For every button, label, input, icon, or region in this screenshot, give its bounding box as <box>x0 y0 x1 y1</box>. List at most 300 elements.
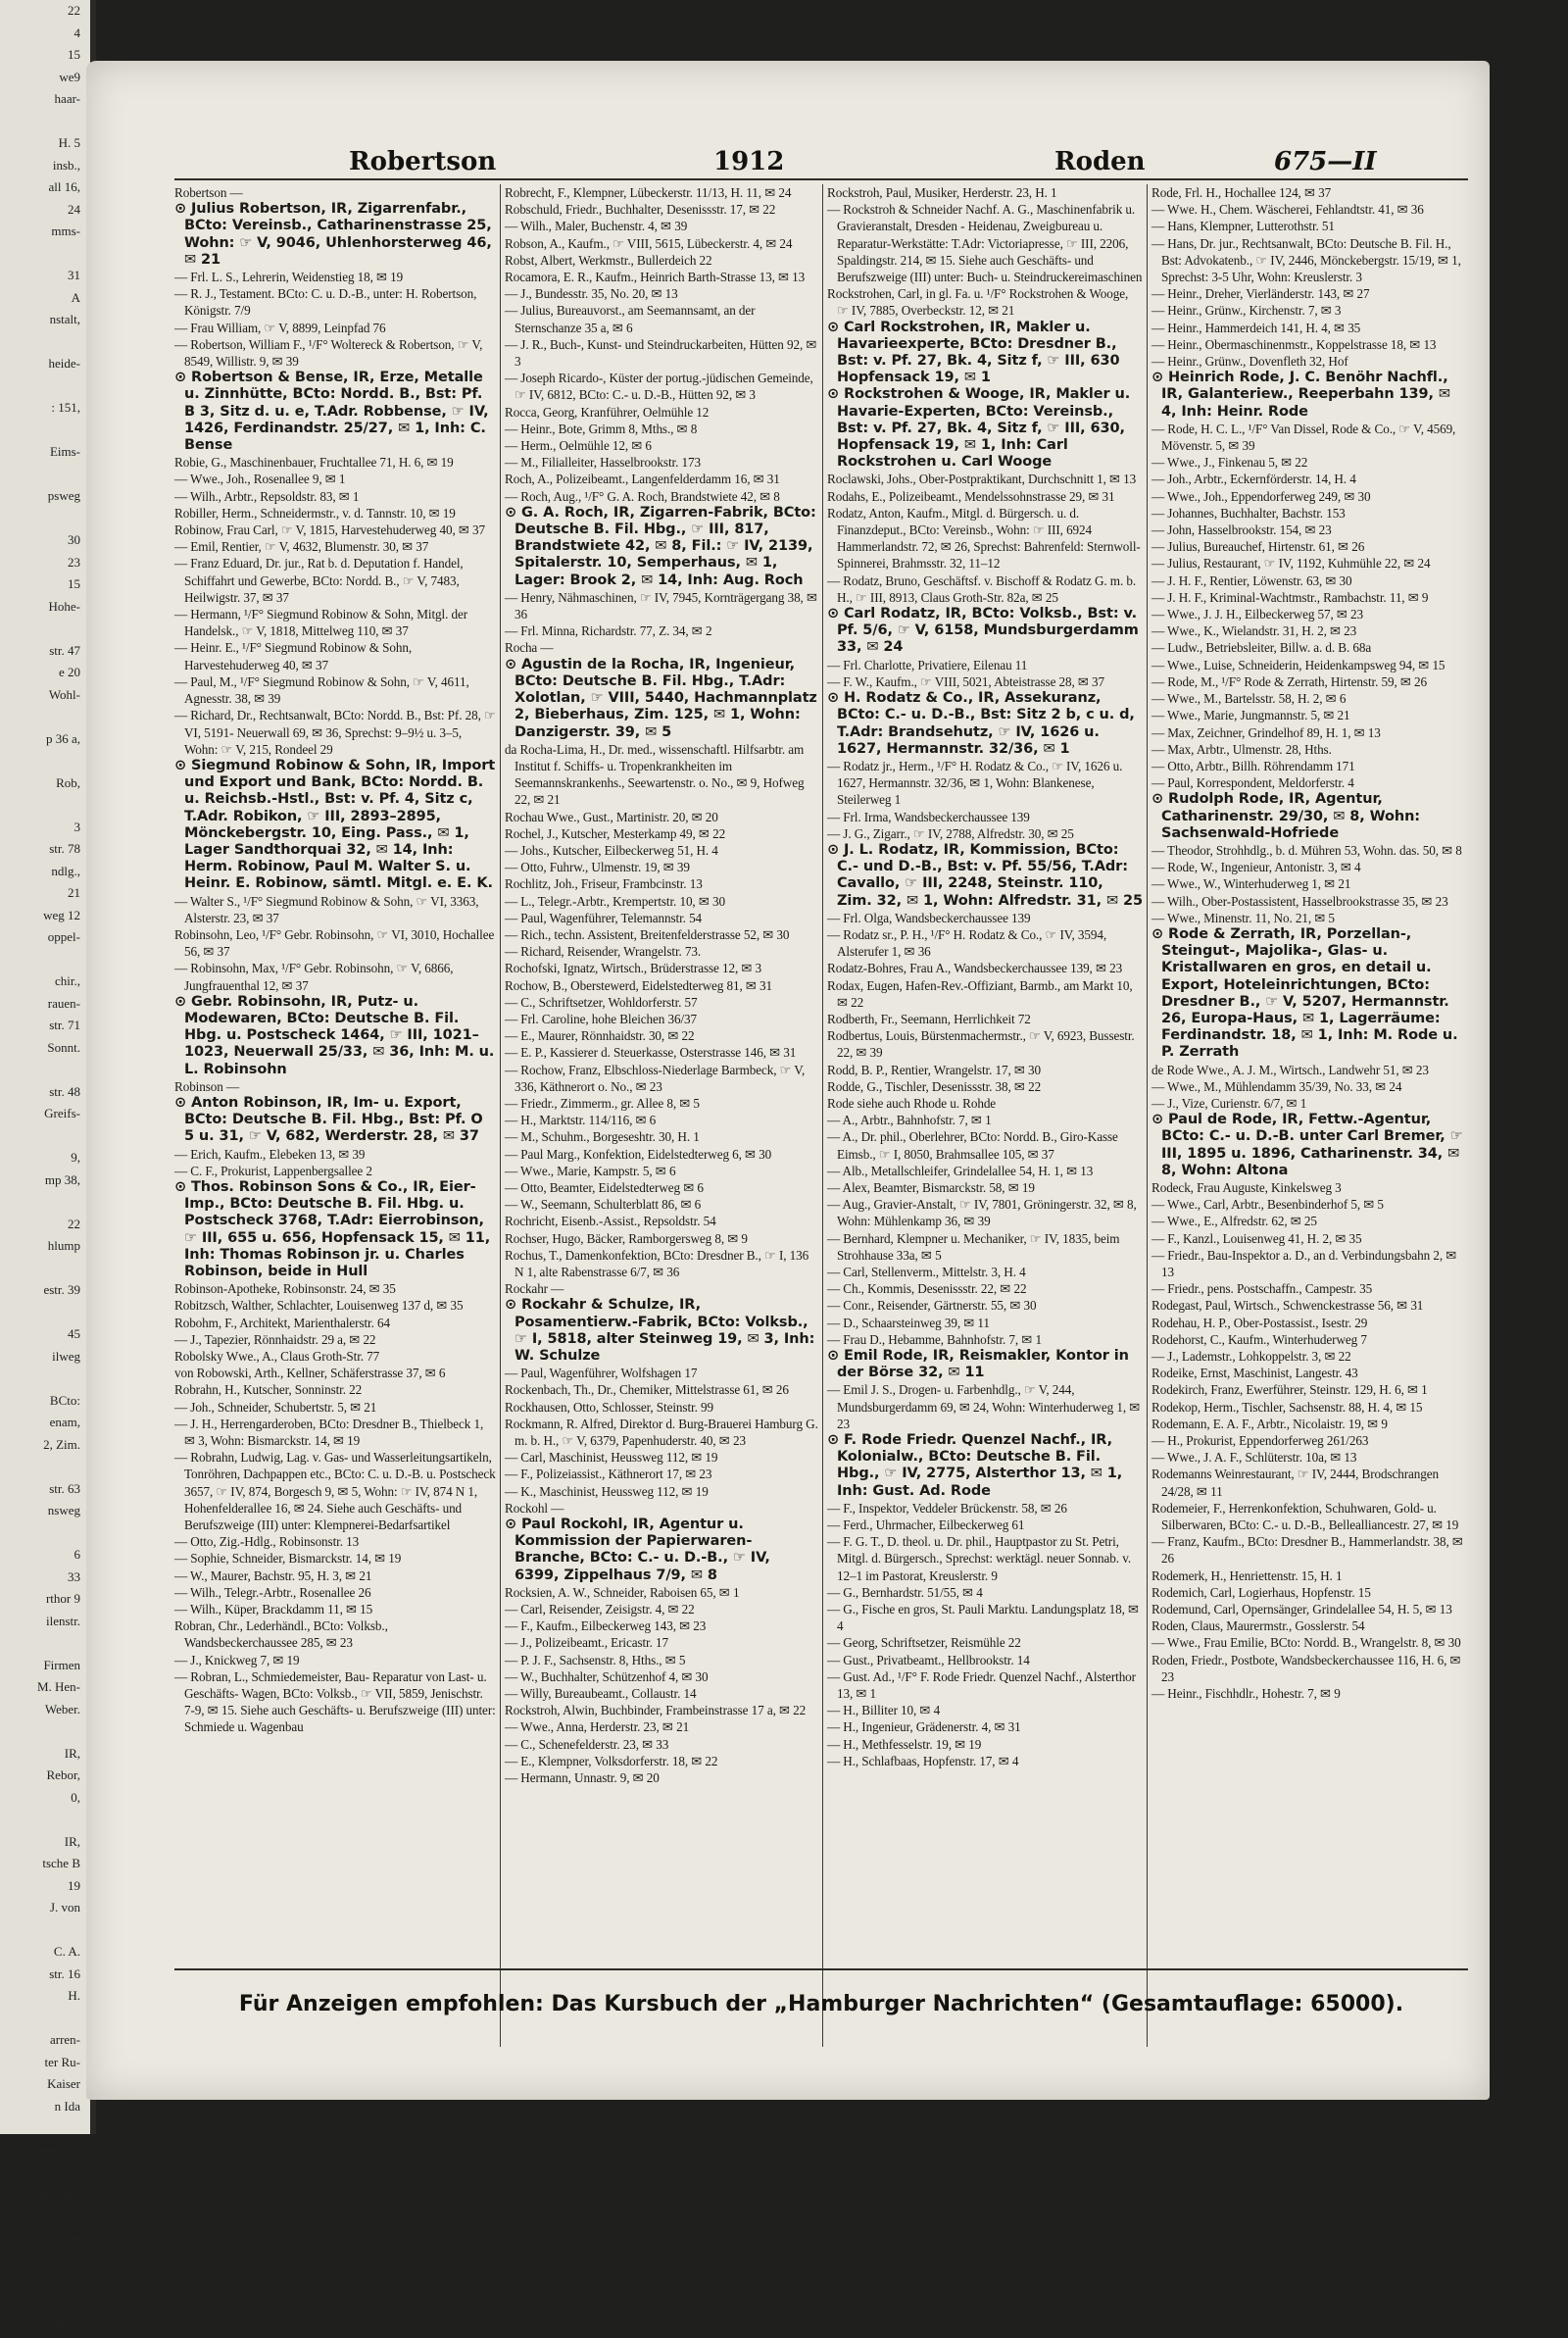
directory-entry: — Theodor, Strohhdlg., b. d. Mühren 53, Wohn. das. 50, ✉ 8 <box>1152 842 1470 859</box>
page-fragment <box>0 750 90 772</box>
page-fragment: becker- <box>0 2184 90 2207</box>
page-fragment: Rob, <box>0 772 90 795</box>
directory-entry: Robran, Chr., Lederhändl., BCto: Volksb., Wandsbeckerchaussee 285, ✉ 23 <box>174 1617 496 1651</box>
page-fragment <box>0 331 90 354</box>
directory-entry: ⊙ Carl Rodatz, IR, BCto: Volksb., Bst: v. Pf. 5/6, ☞ V, 6158, Mundsburgerdamm 33, ✉ 24 <box>827 606 1143 657</box>
directory-entry: — F. W., Kaufm., ☞ VIII, 5021, Abteistrasse 28, ✉ 37 <box>827 673 1143 690</box>
page-fragment: : 151, <box>0 397 90 420</box>
directory-entry: ⊙ Paul de Rode, IR, Fettw.-Agentur, BCto: C.- u. D.-B. unter Carl Bremer, ☞ III, 1895 u. 1896, Catharinenstr. 34, ✉ 8, Wohn: Altona <box>1152 1112 1470 1179</box>
directory-entry: — Wwe., Joh., Eppendorferweg 249, ✉ 30 <box>1152 488 1470 505</box>
directory-entry: — Frl. Charlotte, Privatiere, Eilenau 11 <box>827 657 1143 673</box>
page-fragment: ne <box>0 2228 90 2251</box>
directory-entry: — J., Bundesstr. 35, No. 20, ✉ 13 <box>505 285 818 302</box>
directory-entry: Rodatz, Anton, Kaufm., Mitgl. d. Bürgersch. u. d. Finanzdeput., BCto: Vereinsb., Wohn: ☞ III, 6924 Hammerlandstr. 72, ✉ 26, Sprechst: Bahrenfeld: Sternwoll-Spinnerei, Brahmsstr. 32, 11–12 <box>827 505 1143 572</box>
directory-entry: de Rode Wwe., A. J. M., Wirtsch., Landwehr 51, ✉ 23 <box>1152 1062 1470 1078</box>
header-year: 1912 <box>713 147 784 176</box>
directory-entry: — Frl. Minna, Richardstr. 77, Z. 34, ✉ 2 <box>505 622 818 639</box>
directory-entry: — Wwe., Frau Emilie, BCto: Nordd. B., Wrangelstr. 8, ✉ 30 <box>1152 1634 1470 1651</box>
page-fragment: hlump <box>0 1235 90 1258</box>
directory-entry: — Paul, Wagenführer, Wolfshagen 17 <box>505 1365 818 1381</box>
page-fragment: str. 47 <box>0 640 90 663</box>
directory-entry: Roden, Claus, Maurermstr., Gosslerstr. 54 <box>1152 1617 1470 1634</box>
directory-entry: Robinson — <box>174 1078 496 1095</box>
directory-entry: — Wwe., K., Wielandstr. 31, H. 2, ✉ 23 <box>1152 622 1470 639</box>
directory-entry: — Friedr., Zimmerm., gr. Allee 8, ✉ 5 <box>505 1095 818 1112</box>
directory-entry: — Frau D., Hebamme, Bahnhofstr. 7, ✉ 1 <box>827 1331 1143 1348</box>
page-fragment: Firmen <box>0 1655 90 1677</box>
page-fragment <box>0 1919 90 1942</box>
directory-entry: Robschuld, Friedr., Buchhalter, Desenissstr. 17, ✉ 22 <box>505 201 818 218</box>
directory-entry: Rodekirch, Franz, Ewerführer, Steinstr. 129, H. 6, ✉ 1 <box>1152 1381 1470 1398</box>
directory-entry: — A., Dr. phil., Oberlehrer, BCto: Nordd. B., Giro-Kasse Eimsb., ☞ I, 8050, Brahmsallee 105, ✉ 37 <box>827 1128 1143 1162</box>
directory-entry: Rocamora, E. R., Kaufm., Heinrich Barth-Strasse 13, ✉ 13 <box>505 269 818 285</box>
directory-entry: Robrecht, F., Klempner, Lübeckerstr. 11/13, H. 11, ✉ 24 <box>505 184 818 201</box>
directory-entry: — Wwe., Carl, Arbtr., Besenbinderhof 5, ✉ 5 <box>1152 1196 1470 1213</box>
directory-entry: ⊙ Paul Rockohl, IR, Agentur u. Kommission der Papierwaren-Branche, BCto: C.- u. D.-B., ☞ IV, 6399, Zippelhaus 7/9, ✉ 8 <box>505 1517 818 1584</box>
page-fragment <box>0 508 90 530</box>
directory-entry: Robinson-Apotheke, Robinsonstr. 24, ✉ 35 <box>174 1280 496 1297</box>
page-fragment <box>0 243 90 266</box>
directory-entry: — F., Kanzl., Louisenweg 41, H. 2, ✉ 35 <box>1152 1230 1470 1247</box>
page-fragment: str. 78 <box>0 838 90 861</box>
directory-entry: Robinow, Frau Carl, ☞ V, 1815, Harvestehuderweg 40, ✉ 37 <box>174 522 496 538</box>
page-fragment: mp 38, <box>0 1169 90 1192</box>
page-fragment <box>0 2162 90 2184</box>
directory-entry: — Julius, Bureauchef, Hirtenstr. 61, ✉ 26 <box>1152 538 1470 555</box>
adjacent-page-fragments <box>0 0 90 2338</box>
directory-entry: — H., Ingenieur, Grädenerstr. 4, ✉ 31 <box>827 1718 1143 1735</box>
page-fragment: e 20 <box>0 662 90 684</box>
directory-entry: Rodemeier, F., Herrenkonfektion, Schuhwaren, Gold- u. Silberwaren, BCto: C.- u. D.-B., Bellealliancestr. 27, ✉ 19 <box>1152 1500 1470 1533</box>
directory-entry: Rochser, Hugo, Bäcker, Ramborgersweg 8, ✉ 9 <box>505 1230 818 1247</box>
directory-entry: — John, Hasselbrookstr. 154, ✉ 23 <box>1152 522 1470 538</box>
directory-entry: — J., Knickweg 7, ✉ 19 <box>174 1652 496 1668</box>
directory-entry: — Wilh., Arbtr., Repsoldstr. 83, ✉ 1 <box>174 488 496 505</box>
directory-entry: — F., Inspektor, Veddeler Brückenstr. 58, ✉ 26 <box>827 1500 1143 1517</box>
directory-entry: Rodde, G., Tischler, Desenissstr. 38, ✉ 22 <box>827 1078 1143 1095</box>
page-fragment: IR, <box>0 1831 90 1854</box>
directory-entry: — L., Telegr.-Arbtr., Krempertstr. 10, ✉ 30 <box>505 893 818 910</box>
directory-entry: — F. G. T., D. theol. u. Dr. phil., Hauptpastor zu St. Petri, Mitgl. d. Bürgersch., Sprechst: werktägl. neuer Sonnab. v. 12–1 im Pastorat, Kreuslerstr. 9 <box>827 1533 1143 1584</box>
directory-entry: Rodemund, Carl, Opernsänger, Grindelallee 54, H. 5, ✉ 13 <box>1152 1601 1470 1617</box>
page-fragment <box>0 1125 90 1148</box>
directory-entry: — D., Schaarsteinweg 39, ✉ 11 <box>827 1315 1143 1331</box>
directory-entry: — Frl. Irma, Wandsbeckerchaussee 139 <box>827 809 1143 825</box>
directory-entry: — Max, Arbtr., Ulmenstr. 28, Hths. <box>1152 741 1470 758</box>
directory-entry: — Hermann, Unnastr. 9, ✉ 20 <box>505 1769 818 1786</box>
directory-entry: ⊙ Thos. Robinson Sons & Co., IR, Eier-Imp., BCto: Deutsche B. Fil. Hbg. u. Postscheck 3768, T.Adr: Eierrobinson, ☞ III, 655 u. 656, Hopfensack 15, ✉ 11, Inh: Thomas Robinson jr. u. Charles Robinson, beide in Hull <box>174 1179 496 1280</box>
directory-entry: — Rodatz jr., Herm., ¹/F° H. Rodatz & Co., ☞ IV, 1626 u. 1627, Hermannstr. 32/36, ✉ 1, Wohn: Blankenese, Steilerweg 1 <box>827 758 1143 809</box>
directory-entry: — Frau William, ☞ V, 8899, Leinpfad 76 <box>174 320 496 336</box>
directory-entry: — Georg, Schriftsetzer, Reismühle 22 <box>827 1634 1143 1651</box>
directory-entry: — Joseph Ricardo-, Küster der portug.-jüdischen Gemeinde, ☞ IV, 6812, BCto: C.- u. D.-B., Hütten 92, ✉ 3 <box>505 370 818 403</box>
directory-entry: — Franz Eduard, Dr. jur., Rat b. d. Deputation f. Handel, Schiffahrt und Gewerbe, BCto: Nordd. B., ☞ V, 7483, Heilwigstr. 37, ✉ 37 <box>174 555 496 606</box>
directory-entry: — Johs., Kutscher, Eilbeckerweg 51, H. 4 <box>505 842 818 859</box>
directory-entry: Robiller, Herm., Schneidermstr., v. d. Tannstr. 10, ✉ 19 <box>174 505 496 522</box>
page-fragment <box>0 1191 90 1214</box>
directory-entry: Rockhausen, Otto, Schlosser, Steinstr. 99 <box>505 1399 818 1416</box>
directory-entry: — Carl, Reisender, Zeisigstr. 4, ✉ 22 <box>505 1601 818 1617</box>
directory-entry: Rodd, B. P., Rentier, Wrangelstr. 17, ✉ 30 <box>827 1062 1143 1078</box>
page-fragment: 45 <box>0 1323 90 1346</box>
directory-entry: — Willy, Bureaubeamt., Collaustr. 14 <box>505 1685 818 1702</box>
advertisement-footer: Für Anzeigen empfohlen: Das Kursbuch der „Hamburger Nachrichten“ (Gesamtauflage: 65000). <box>174 1992 1468 2031</box>
directory-entry: Rochow, B., Oberstewerd, Eidelstedterweg 81, ✉ 31 <box>505 977 818 994</box>
page-fragment <box>0 1720 90 1743</box>
directory-entry: Rode, Frl. H., Hochallee 124, ✉ 37 <box>1152 184 1470 201</box>
directory-entry: ⊙ Heinrich Rode, J. C. Benöhr Nachfl., IR, Galanteriew., Reeperbahn 139, ✉ 4, Inh: Heinr. Rode <box>1152 370 1470 421</box>
directory-entry: Roden, Friedr., Postbote, Wandsbeckerchaussee 116, H. 6, ✉ 23 <box>1152 1652 1470 1685</box>
directory-entry: — W., Maurer, Bachstr. 95, H. 3, ✉ 21 <box>174 1567 496 1584</box>
column-divider <box>1147 184 1148 2047</box>
directory-entry: — J., Tapezier, Rönnhaidstr. 29 a, ✉ 22 <box>174 1331 496 1348</box>
page-fragment <box>0 1059 90 1081</box>
directory-entry: — Wwe., W., Winterhuderweg 1, ✉ 21 <box>1152 875 1470 892</box>
page-fragment <box>0 1368 90 1390</box>
column-1 <box>174 184 496 2047</box>
directory-entry: — Emil, Rentier, ☞ V, 4632, Blumenstr. 30, ✉ 37 <box>174 538 496 555</box>
page-fragment: Hohe- <box>0 596 90 619</box>
directory-entry: — Otto, Arbtr., Billh. Röhrendamm 171 <box>1152 758 1470 774</box>
directory-page <box>86 61 1490 2100</box>
page-fragment: n Ida <box>0 2096 90 2118</box>
page-fragment: str. 63 <box>0 1478 90 1501</box>
directory-entry: Rockmann, R. Alfred, Direktor d. Burg-Brauerei Hamburg G. m. b. H., ☞ V, 6379, Papenhuderstr. 40, ✉ 23 <box>505 1416 818 1449</box>
page-fragment: heide- <box>0 353 90 375</box>
footer-rule <box>174 1968 1468 1970</box>
column-divider <box>500 184 501 2047</box>
directory-entry: — Wwe., M., Mühlendamm 35/39, No. 33, ✉ 24 <box>1152 1078 1470 1095</box>
directory-entry: Rodehau, H. P., Ober-Postassist., Isestr. 29 <box>1152 1315 1470 1331</box>
directory-entry: Rockenbach, Th., Dr., Chemiker, Mittelstrasse 61, ✉ 26 <box>505 1381 818 1398</box>
directory-entry: — Friedr., pens. Postschaffn., Campestr. 35 <box>1152 1280 1470 1297</box>
directory-entry: Rochus, T., Damenkonfektion, BCto: Dresdner B., ☞ I, 136 N 1, alte Rabenstrasse 6/7, ✉ 36 <box>505 1247 818 1280</box>
column-divider <box>822 184 823 2047</box>
directory-entry: — Erich, Kaufm., Elebeken 13, ✉ 39 <box>174 1146 496 1163</box>
directory-entry: Robolsky Wwe., A., Claus Groth-Str. 77 <box>174 1348 496 1365</box>
page-fragment: H. <box>0 1985 90 2008</box>
directory-entry: Robitzsch, Walther, Schlachter, Louisenweg 137 d, ✉ 35 <box>174 1297 496 1314</box>
directory-entry: — H., Billiter 10, ✉ 4 <box>827 1702 1143 1718</box>
directory-entry: ⊙ Agustin de la Rocha, IR, Ingenieur, BCto: Deutsche B. Fil. Hbg., T.Adr: Xolotlan, ☞ VIII, 5440, Hachmannplatz 2, Bieberhaus, Zim. 125, ✉ 1, Wohn: Danzigerstr. 39, ✉ 5 <box>505 657 818 741</box>
directory-entry: — Julius, Bureauvorst., am Seemannsamt, an der Sternschanze 35 a, ✉ 6 <box>505 302 818 335</box>
directory-entry: Rockahr — <box>505 1280 818 1297</box>
page-fragment: ilenstr. <box>0 1611 90 1633</box>
directory-entry: — Paul Marg., Konfektion, Eidelstedterweg 6, ✉ 30 <box>505 1146 818 1163</box>
directory-entry: Rochau Wwe., Gust., Martinistr. 20, ✉ 20 <box>505 809 818 825</box>
directory-entry: — Emil J. S., Drogen- u. Farbenhdlg., ☞ V, 244, Mundsburgerdamm 69, ✉ 24, Wohn: Winterhuderweg 1, ✉ 23 <box>827 1381 1143 1432</box>
directory-entry: — C., Schenefelderstr. 23, ✉ 33 <box>505 1736 818 1753</box>
directory-entry: Rodekop, Herm., Tischler, Sachsenstr. 88, H. 4, ✉ 15 <box>1152 1399 1470 1416</box>
page-fragment: insb., <box>0 155 90 177</box>
page-fragment: M. Hen- <box>0 1676 90 1699</box>
directory-entry: — Heinr., Dreher, Vierländerstr. 143, ✉ 27 <box>1152 285 1470 302</box>
directory-entry: ⊙ Siegmund Robinow & Sohn, IR, Import und Export und Bank, BCto: Nordd. B. u. Reichsb.-Hstl., Bst: v. Pf. 4, Sitz c, T.Adr. Robikon, ☞ III, 2893–2895, Mönckebergstr. 10, Eing. Pass., ✉ 1, Lager Sandthorquai 32, ✉ 14, Inh: Herm. Robinow, Paul M. Walter S. u. Heinr. E. Robinow, sämtl. Mitgl. e. E. K. <box>174 758 496 893</box>
directory-entry: — Frl. Caroline, hohe Bleichen 36/37 <box>505 1011 818 1027</box>
page-fragment: 22 <box>0 1214 90 1236</box>
directory-entry: — Rockstroh & Schneider Nachf. A. G., Maschinenfabrik u. Gravieranstalt, Dresden - Heidenau, Zweigbureau u. Reparatur-Werkstätte: T.Adr: Victoriapresse, ☞ III, 2206, Spaldingstr. 214, ✉ 15. Siehe auch Geschäfts- und Berufszweige (III) unter: Buch- u. Steindruckereimaschinen <box>827 201 1143 285</box>
directory-entry: — E., Maurer, Rönnhaidstr. 30, ✉ 22 <box>505 1027 818 1044</box>
directory-entry: — F., Kaufm., Eilbeckerweg 143, ✉ 23 <box>505 1617 818 1634</box>
directory-entry: Robrahn, H., Kutscher, Sonninstr. 22 <box>174 1381 496 1398</box>
page-fragment: 3 <box>0 817 90 839</box>
directory-entry: — Heinr., Hammerdeich 141, H. 4, ✉ 35 <box>1152 320 1470 336</box>
directory-entry: — H., Prokurist, Eppendorferweg 261/263 <box>1152 1432 1470 1449</box>
page-fragment: rthor 9 <box>0 1588 90 1611</box>
directory-entry: Robohm, F., Architekt, Marienthalerstr. 64 <box>174 1315 496 1331</box>
directory-entry: Rocca, Georg, Kranführer, Oelmühle 12 <box>505 404 818 421</box>
page-fragment <box>0 2117 90 2140</box>
page-fragment: mms- <box>0 221 90 243</box>
page-fragment: ilweg <box>0 1346 90 1368</box>
directory-entry: — Walter S., ¹/F° Siegmund Robinow & Sohn, ☞ VI, 3363, Alsterstr. 23, ✉ 37 <box>174 893 496 926</box>
directory-entry: ⊙ J. L. Rodatz, IR, Kommission, BCto: C.- und D.-B., Bst: v. Pf. 55/56, T.Adr: Cavallo, ☞ III, 2248, Steinstr. 110, Zim. 32, ✉ 1, Wohn: Alfredstr. 31, ✉ 25 <box>827 842 1143 910</box>
directory-entry: — J., Lademstr., Lohkoppelstr. 3, ✉ 22 <box>1152 1348 1470 1365</box>
page-fragment: nsweg <box>0 1500 90 1522</box>
directory-entry: Rodemanns Weinrestaurant, ☞ IV, 2444, Brodschrangen 24/28, ✉ 11 <box>1152 1466 1470 1499</box>
page-fragment: psweg <box>0 485 90 508</box>
directory-entry: — Rich., techn. Assistent, Breitenfelderstrasse 52, ✉ 30 <box>505 926 818 943</box>
directory-entry: — M., Schuhm., Borgeseshtr. 30, H. 1 <box>505 1128 818 1145</box>
page-fragment: ndlg., <box>0 861 90 883</box>
page-fragment: 24 <box>0 199 90 222</box>
directory-entry: ⊙ Gebr. Robinsohn, IR, Putz- u. Modewaren, BCto: Deutsche B. Fil. Hbg. u. Postscheck 1464, ☞ III, 1021–1023, Neuerwall 25/33, ✉ 36, Inh: M. u. L. Robinsohn <box>174 994 496 1078</box>
directory-entry: — Wwe., J. J. H., Eilbeckerweg 57, ✉ 23 <box>1152 606 1470 622</box>
directory-entry: — Paul, Korrespondent, Meldorferstr. 4 <box>1152 774 1470 791</box>
page-fragment <box>0 2294 90 2316</box>
page-fragment: 30 <box>0 529 90 552</box>
directory-entry: — Hermann, ¹/F° Siegmund Robinow & Sohn, Mitgl. der Handelsk., ☞ V, 1818, Mittelweg 110, ✉ 37 <box>174 606 496 639</box>
directory-entry: Rodax, Eugen, Hafen-Rev.-Offiziant, Barmb., am Markt 10, ✉ 22 <box>827 977 1143 1011</box>
directory-entry: — Rode, W., Ingenieur, Antonistr. 3, ✉ 4 <box>1152 859 1470 875</box>
directory-entry: — Rode, M., ¹/F° Rode & Zerrath, Hirtenstr. 59, ✉ 26 <box>1152 673 1470 690</box>
directory-entry: — K., Maschinist, Heussweg 112, ✉ 19 <box>505 1483 818 1500</box>
running-header <box>86 147 1490 186</box>
directory-entry: Rode siehe auch Rhode u. Rohde <box>827 1095 1143 1112</box>
column-2 <box>505 184 818 2047</box>
directory-entry: von Robowski, Arth., Kellner, Schäferstrasse 37, ✉ 6 <box>174 1365 496 1381</box>
directory-entry: — Wwe., Anna, Herderstr. 23, ✉ 21 <box>505 1718 818 1735</box>
directory-entry: Robst, Albert, Werkmstr., Bullerdeich 22 <box>505 252 818 269</box>
directory-entry: — Heinr., Grünw., Kirchenstr. 7, ✉ 3 <box>1152 302 1470 319</box>
directory-entry: — J. H. F., Rentier, Löwenstr. 63, ✉ 30 <box>1152 572 1470 589</box>
directory-entry: ⊙ F. Rode Friedr. Quenzel Nachf., IR, Kolonialw., BCto: Deutsche B. Fil. Hbg., ☞ IV, 2775, Alsterthor 13, ✉ 1, Inh: Gust. Ad. Rode <box>827 1432 1143 1500</box>
directory-entry: — Otto, Beamter, Eidelstedterweg ✉ 6 <box>505 1179 818 1196</box>
page-fragment: all 16, <box>0 176 90 199</box>
page-fragment <box>0 949 90 971</box>
directory-entry: — Gust. Ad., ¹/F° F. Rode Friedr. Quenzel Nachf., Alsterthor 13, ✉ 1 <box>827 1668 1143 1702</box>
directory-entry: — Bernhard, Klempner u. Mechaniker, ☞ IV, 1835, beim Strohhause 33a, ✉ 5 <box>827 1230 1143 1264</box>
page-fragment: 0, <box>0 1787 90 1810</box>
page-fragment: I, 3675, <box>0 2316 90 2338</box>
page-fragment: str. 16 <box>0 1964 90 1986</box>
page-fragment: Sonnt. <box>0 1037 90 1060</box>
directory-entry: ⊙ G. A. Roch, IR, Zigarren-Fabrik, BCto: Deutsche B. Fil. Hbg., ☞ III, 817, Brandstwiete 42, ✉ 8, Fil.: ☞ IV, 2139, Spitalerstr. 10, Semperhaus, ✉ 1, Lager: Brook 2, ✉ 14, Inh: Aug. Roch <box>505 505 818 589</box>
directory-entry: — R. J., Testament. BCto: C. u. D.-B., unter: H. Robertson, Königstr. 7/9 <box>174 285 496 319</box>
directory-entry: — Wilh., Ober-Postassistent, Hasselbrookstrasse 35, ✉ 23 <box>1152 893 1470 910</box>
directory-entry: — Otto, Fuhrw., Ulmenstr. 19, ✉ 39 <box>505 859 818 875</box>
page-fragment: Greifs- <box>0 1103 90 1125</box>
page-fragment <box>0 375 90 398</box>
directory-entry: — J. H. F., Kriminal-Wachtmstr., Rambachstr. 11, ✉ 9 <box>1152 589 1470 606</box>
directory-entry: — C. F., Prokurist, Lappenbergsallee 2 <box>174 1163 496 1179</box>
directory-entry: — Ferd., Uhrmacher, Eilbeckerweg 61 <box>827 1517 1143 1533</box>
page-fragment: J. von <box>0 1897 90 1919</box>
directory-entry: Rodbertus, Louis, Bürstenmachermstr., ☞ V, 6923, Bussestr. 22, ✉ 39 <box>827 1027 1143 1061</box>
directory-entry: — Paul, M., ¹/F° Siegmund Robinow & Sohn, ☞ V, 4611, Agnesstr. 38, ✉ 39 <box>174 673 496 707</box>
directory-entry: — J. R., Buch-, Kunst- und Steindruckarbeiten, Hütten 92, ✉ 3 <box>505 336 818 370</box>
directory-entry: — C., Schriftsetzer, Wohldorferstr. 57 <box>505 994 818 1011</box>
directory-entry: — Heinr., Grünw., Dovenfleth 32, Hof <box>1152 353 1470 370</box>
header-last-entry: Roden <box>1054 147 1146 176</box>
directory-entry: da Rocha-Lima, H., Dr. med., wissenschaftl. Hilfsarbtr. am Institut f. Schiffs- u. Tropenkrankheiten im Seemannskrankenhs., Seewartenstr. o. No., ✉ 9, Hofweg 22, ✉ 21 <box>505 741 818 809</box>
directory-entry: — Robinsohn, Max, ¹/F° Gebr. Robinsohn, ☞ V, 6866, Jungfrauenthal 12, ✉ 37 <box>174 960 496 993</box>
directory-entry: — Rodatz, Bruno, Geschäftsf. v. Bischoff & Rodatz G. m. b. H., ☞ III, 8913, Claus Groth-Str. 82a, ✉ 25 <box>827 572 1143 606</box>
directory-entry: Rochofski, Ignatz, Wirtsch., Brüderstrasse 12, ✉ 3 <box>505 960 818 976</box>
directory-entry: — W., Buchhalter, Schützenhof 4, ✉ 30 <box>505 1668 818 1685</box>
directory-entry: — Wwe. H., Chem. Wäscherei, Fehlandtstr. 41, ✉ 36 <box>1152 201 1470 218</box>
page-fragment: 6 <box>0 1544 90 1567</box>
directory-entry: Rodehorst, C., Kaufm., Winterhuderweg 7 <box>1152 1331 1470 1348</box>
page-fragment <box>0 618 90 640</box>
directory-entry: — Herm., Oelmühle 12, ✉ 6 <box>505 437 818 454</box>
directory-entry: — Heinr., Bote, Grimm 8, Mths., ✉ 8 <box>505 421 818 437</box>
directory-entry: — Heinr. E., ¹/F° Siegmund Robinow & Sohn, Harvestehuderweg 40, ✉ 37 <box>174 639 496 672</box>
column-4 <box>1152 184 1470 2047</box>
directory-entry: — Franz, Kaufm., BCto: Dresdner B., Hammerlandstr. 38, ✉ 26 <box>1152 1533 1470 1567</box>
directory-entry: Rodemann, E. A. F., Arbtr., Nicolaistr. 19, ✉ 9 <box>1152 1416 1470 1432</box>
page-fragment <box>0 1456 90 1478</box>
directory-entry: — P. J. F., Sachsenstr. 8, Hths., ✉ 5 <box>505 1652 818 1668</box>
page-fragment: 15 <box>0 573 90 596</box>
directory-entry: — Ch., Kommis, Desenissstr. 22, ✉ 22 <box>827 1280 1143 1297</box>
directory-entry: — H., Schlafbaas, Hopfenstr. 17, ✉ 4 <box>827 1753 1143 1769</box>
directory-entry: — Wilh., Maler, Buchenstr. 4, ✉ 39 <box>505 218 818 234</box>
directory-entry: — Wilh., Telegr.-Arbtr., Rosenallee 26 <box>174 1584 496 1601</box>
directory-entry: ⊙ Julius Robertson, IR, Zigarrenfabr., BCto: Vereinsb., Catharinenstrasse 25, Wohn: ☞ V, 9046, Uhlenhorsterweg 46, ✉ 21 <box>174 201 496 269</box>
page-fragment: p 36 a, <box>0 728 90 751</box>
page-fragment: 2, Zim. <box>0 1434 90 1457</box>
directory-entry: — J., Vize, Curienstr. 6/7, ✉ 1 <box>1152 1095 1470 1112</box>
page-fragment <box>0 2008 90 2030</box>
page-fragment: tsche B <box>0 1853 90 1875</box>
directory-entry: ⊙ Emil Rode, IR, Reismakler, Kontor in der Börse 32, ✉ 11 <box>827 1348 1143 1381</box>
directory-entry: — Otto, Zig.-Hdlg., Robinsonstr. 13 <box>174 1533 496 1550</box>
page-fragment: Rebor, <box>0 1765 90 1787</box>
directory-entry: Rocha — <box>505 639 818 656</box>
directory-entry: — J. H., Herrengarderoben, BCto: Dresdner B., Thielbeck 1, ✉ 3, Wohn: Bismarckstr. 14, ✉ 19 <box>174 1416 496 1449</box>
directory-entry: — Joh., Arbtr., Eckernförderstr. 14, H. 4 <box>1152 471 1470 487</box>
directory-entry: Robertson — <box>174 184 496 201</box>
directory-entry: — A., Arbtr., Bahnhofstr. 7, ✉ 1 <box>827 1112 1143 1128</box>
directory-entry: Robson, A., Kaufm., ☞ VIII, 5615, Lübeckerstr. 4, ✉ 24 <box>505 235 818 252</box>
directory-entry: — Alex, Beamter, Bismarckstr. 58, ✉ 19 <box>827 1179 1143 1196</box>
directory-entry: — Richard, Reisender, Wrangelstr. 73. <box>505 943 818 960</box>
page-fragment: ter Ru- <box>0 2052 90 2074</box>
directory-entry: — Rochow, Franz, Elbschloss-Niederlage Barmbeck, ☞ V, 336, Käthnerort o. No., ✉ 23 <box>505 1062 818 1095</box>
directory-entry: — J. G., Zigarr., ☞ IV, 2788, Alfredstr. 30, ✉ 25 <box>827 825 1143 842</box>
page-fragment: arren- <box>0 2029 90 2052</box>
directory-entry: — Wwe., M., Bartelsstr. 58, H. 2, ✉ 6 <box>1152 690 1470 707</box>
directory-entry: — Wwe., Joh., Rosenallee 9, ✉ 1 <box>174 471 496 487</box>
page-fragment <box>0 2250 90 2272</box>
directory-entry: Rodemich, Carl, Logierhaus, Hopfenstr. 15 <box>1152 1584 1470 1601</box>
page-fragment <box>0 111 90 133</box>
page-fragment: IR, <box>0 1743 90 1766</box>
page-fragment <box>0 1632 90 1655</box>
directory-entry: — Rodatz sr., P. H., ¹/F° H. Rodatz & Co., ☞ IV, 3594, Alsterufer 1, ✉ 36 <box>827 926 1143 960</box>
directory-entry: — H., Methfesselstr. 19, ✉ 19 <box>827 1736 1143 1753</box>
page-fragment <box>0 1522 90 1545</box>
page-fragment: 4 <box>0 23 90 45</box>
page-fragment: 19 <box>0 1875 90 1898</box>
directory-entry: — Wwe., Marie, Jungmannstr. 5, ✉ 21 <box>1152 707 1470 723</box>
directory-entry: — M., Filialleiter, Hasselbrookstr. 173 <box>505 454 818 471</box>
directory-entry: — Wilh., Küper, Brackdamm 11, ✉ 15 <box>174 1601 496 1617</box>
directory-entry: Rodemerk, H., Henriettenstr. 15, H. 1 <box>1152 1567 1470 1584</box>
directory-entry: — Hans, Klempner, Lutterothstr. 51 <box>1152 218 1470 234</box>
page-fragment: 9, <box>0 1147 90 1169</box>
page-fragment: estr. 39 <box>0 1279 90 1302</box>
page-fragment: we9 <box>0 67 90 89</box>
page-fragment: str. 48 <box>0 1081 90 1104</box>
page-fragment: tenplatz <box>0 2140 90 2163</box>
directory-entry: ⊙ Carl Rockstrohen, IR, Makler u. Havarieexperte, BCto: Dresdner B., Bst: v. Pf. 27, Bk. 4, Sitz f, ☞ III, 630 Hopfensack 19, ✉ 1 <box>827 320 1143 387</box>
directory-entry: — Joh., Schneider, Schubertstr. 5, ✉ 21 <box>174 1399 496 1416</box>
directory-entry: — H., Marktstr. 114/116, ✉ 6 <box>505 1112 818 1128</box>
directory-entry: Rockstroh, Alwin, Buchbinder, Frambeinstrasse 17 a, ✉ 22 <box>505 1702 818 1718</box>
page-fragment: 15 <box>0 44 90 67</box>
page-fragment <box>0 1809 90 1831</box>
directory-entry: — Hans, Dr. jur., Rechtsanwalt, BCto: Deutsche B. Fil. H., Bst: Advokatenb., ☞ IV, 2446, Mönckebergstr. 15/19, ✉ 1, Sprechst: 3-5 Uhr, Wohn: Kreuslerstr. 3 <box>1152 235 1470 286</box>
directory-entry: — E., Klempner, Volksdorferstr. 18, ✉ 22 <box>505 1753 818 1769</box>
directory-entry: Rodahs, E., Polizeibeamt., Mendelssohnstrasse 29, ✉ 31 <box>827 488 1143 505</box>
directory-entry: — Henry, Nähmaschinen, ☞ IV, 7945, Kornträgergang 38, ✉ 36 <box>505 589 818 622</box>
directory-entry: — Robran, L., Schmiedemeister, Bau- Reparatur von Last- u. Geschäfts- Wagen, BCto: Volksb., ☞ VII, 5859, Jenischstr. 7-9, ✉ 15. Siehe auch Geschäfts- u. Berufszweige (III) unter: Schmiede u. Wagenbau <box>174 1668 496 1736</box>
directory-entry: — Max, Zeichner, Grindelhof 89, H. 1, ✉ 13 <box>1152 724 1470 741</box>
directory-entry: ⊙ Rockstrohen & Wooge, IR, Makler u. Havarie-Experten, BCto: Vereinsb., Bst: v. Pf. 27, Bk. 4, Sitz f, ☞ III, 630, Hopfensack 19, ✉ 1, Inh: Carl Rockstrohen u. Carl Wooge <box>827 386 1143 471</box>
directory-entry: — Julius, Restaurant, ☞ IV, 1192, Kuhmühle 22, ✉ 24 <box>1152 555 1470 572</box>
directory-entry: — Friedr., Bau-Inspektor a. D., an d. Verbindungsbahn 2, ✉ 13 <box>1152 1247 1470 1280</box>
directory-entry: Rockohl — <box>505 1500 818 1517</box>
header-first-entry: Robertson <box>349 147 496 176</box>
directory-entry: ⊙ Anton Robinson, IR, Im- u. Export, BCto: Deutsche B. Fil. Hbg., Bst: Pf. O 5 u. 31, ☞ V, 682, Werderstr. 28, ✉ 37 <box>174 1095 496 1146</box>
page-fragment: rauen- <box>0 993 90 1016</box>
page-fragment: Wohl- <box>0 684 90 707</box>
directory-entry: — J., Polizeibeamt., Ericastr. 17 <box>505 1634 818 1651</box>
directory-entry: ⊙ Rudolph Rode, IR, Agentur, Catharinenstr. 29/30, ✉ 8, Wohn: Sachsenwald-Hofriede <box>1152 791 1470 842</box>
directory-entry: Roch, A., Polizeibeamt., Langenfelderdamm 16, ✉ 31 <box>505 471 818 487</box>
directory-entry: — Roch, Aug., ¹/F° G. A. Roch, Brandstwiete 42, ✉ 8 <box>505 488 818 505</box>
directory-entry: — Sophie, Schneider, Bismarckstr. 14, ✉ 19 <box>174 1550 496 1567</box>
directory-entry: — Wwe., E., Alfredstr. 62, ✉ 25 <box>1152 1213 1470 1229</box>
directory-entry: — Wwe., Marie, Kampstr. 5, ✉ 6 <box>505 1163 818 1179</box>
listing-columns <box>174 184 1470 2106</box>
page-fragment: BCto: <box>0 1390 90 1413</box>
directory-entry: Rodeck, Frau Auguste, Kinkelsweg 3 <box>1152 1179 1470 1196</box>
directory-entry: — Aug., Gravier-Anstalt, ☞ IV, 7801, Gröningerstr. 32, ✉ 8, Wohn: Mühlenkamp 36, ✉ 39 <box>827 1196 1143 1229</box>
directory-entry: — Wwe., Luise, Schneiderin, Heidenkampsweg 94, ✉ 15 <box>1152 657 1470 673</box>
directory-entry: Roclawski, Johs., Ober-Postpraktikant, Durchschnitt 1, ✉ 13 <box>827 471 1143 487</box>
directory-entry: Rodatz-Bohres, Frau A., Wandsbeckerchaussee 139, ✉ 23 <box>827 960 1143 976</box>
page-fragment: oppel- <box>0 926 90 949</box>
page-fragment: str. 71 <box>0 1015 90 1037</box>
directory-entry: Rockstrohen, Carl, in gl. Fa. u. ¹/F° Rockstrohen & Wooge, ☞ IV, 7885, Overbeckstr. 12, ✉ 21 <box>827 285 1143 319</box>
page-fragment: 33 <box>0 1567 90 1589</box>
directory-entry: — Wwe., J., Finkenau 5, ✉ 22 <box>1152 454 1470 471</box>
header-rule <box>174 178 1468 180</box>
directory-entry: — Conr., Reisender, Gärtnerstr. 55, ✉ 30 <box>827 1297 1143 1314</box>
